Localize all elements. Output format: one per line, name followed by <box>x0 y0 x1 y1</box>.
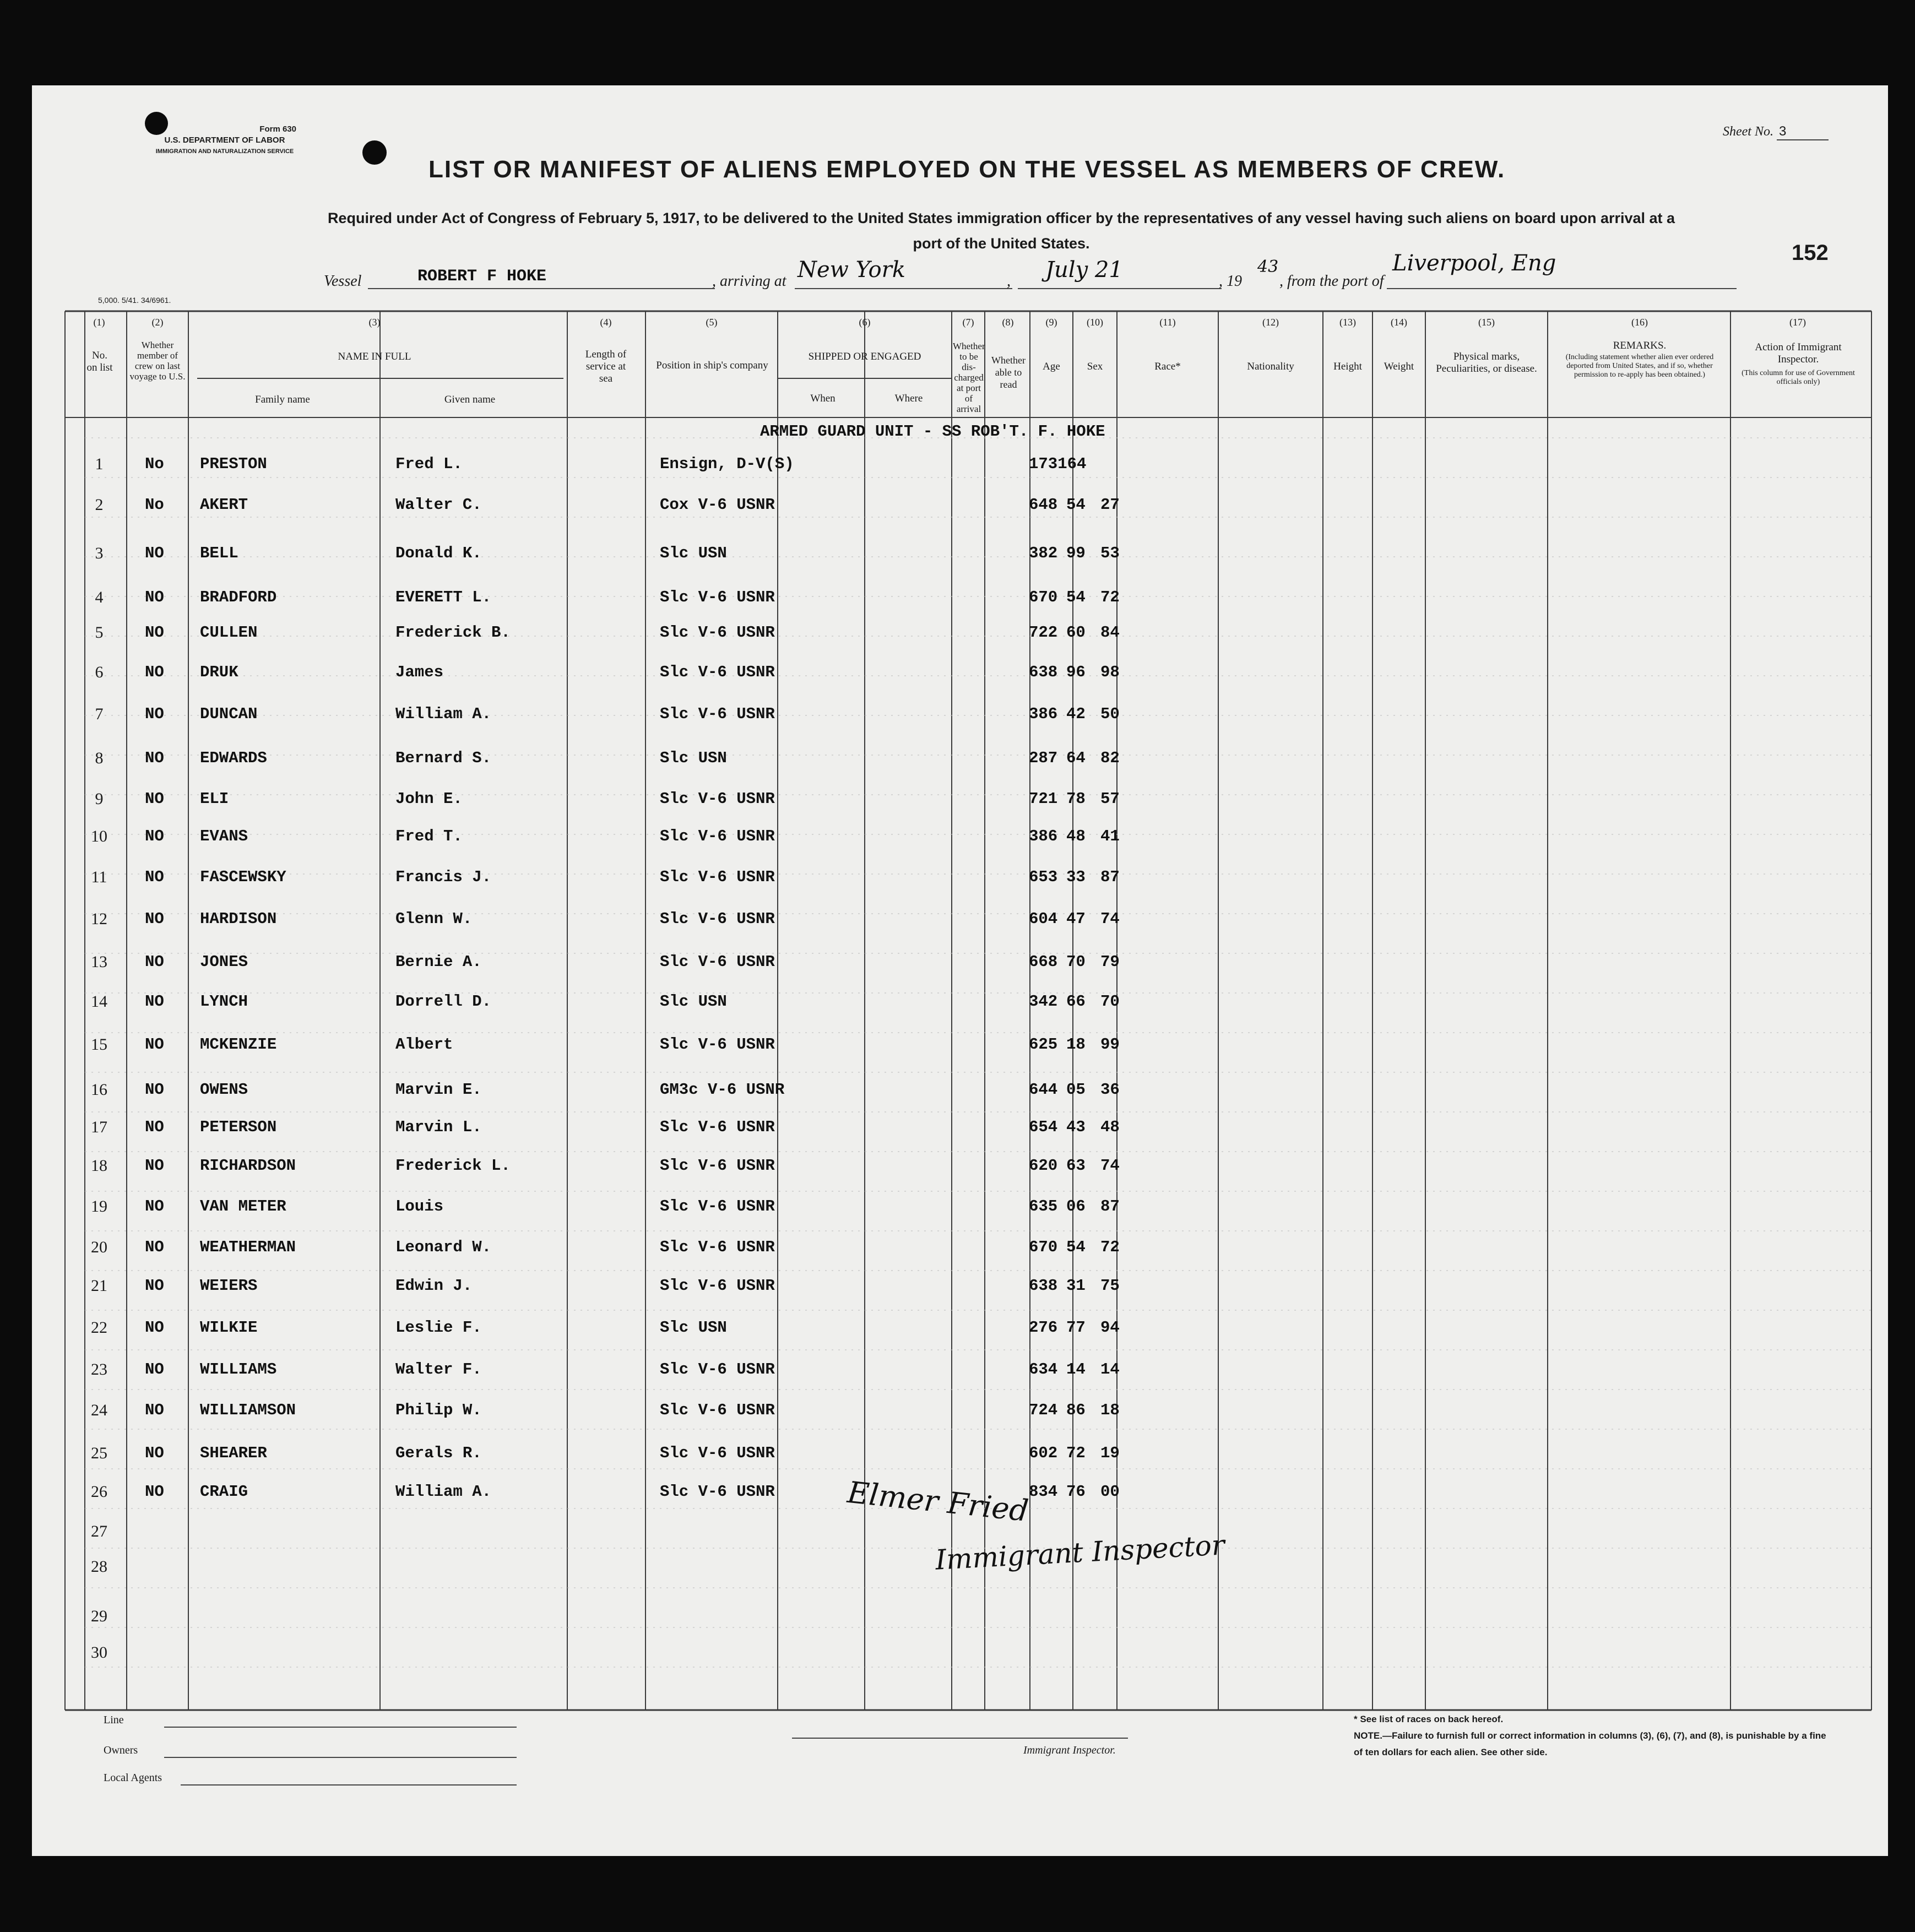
header-name-in-full: NAME IN FULL <box>338 351 411 362</box>
header-nationality: Nationality <box>1247 361 1294 372</box>
header-position: Position in ship's company <box>656 360 768 371</box>
age-cell: 72 <box>1066 1444 1086 1462</box>
family-name-cell: WEATHERMAN <box>200 1238 296 1256</box>
col-num: (15) <box>1478 317 1495 328</box>
able-to-read-cell: 654 <box>1029 1118 1058 1136</box>
arriving-port: New York <box>798 257 905 283</box>
col-num: (5) <box>706 317 718 328</box>
year-suffix: 43 <box>1257 257 1279 276</box>
family-name-cell: DRUK <box>200 663 238 681</box>
sex-cell: 99 <box>1100 1035 1120 1054</box>
header-when: When <box>810 393 836 404</box>
position-cell: Slc V-6 USNR <box>660 1035 775 1054</box>
age-cell: 48 <box>1066 827 1086 845</box>
able-to-read-cell: 276 <box>1029 1318 1058 1337</box>
col-num: (13) <box>1339 317 1356 328</box>
given-name-cell: Glenn W. <box>395 910 473 928</box>
header-weight: Weight <box>1384 361 1414 372</box>
col-num: (4) <box>600 317 612 328</box>
family-name-cell: CRAIG <box>200 1483 248 1501</box>
age-cell: 63 <box>1066 1157 1086 1175</box>
given-name-cell: Bernie A. <box>395 953 482 971</box>
row-number: 5 <box>95 623 104 642</box>
row-number: 12 <box>91 910 107 928</box>
position-cell: Slc V-6 USNR <box>660 1118 775 1136</box>
able-to-read-cell: 644 <box>1029 1081 1058 1099</box>
crew-member-value: NO <box>145 992 164 1011</box>
given-name-cell: Walter C. <box>395 496 482 514</box>
able-to-read-cell: 604 <box>1029 910 1058 928</box>
line-label: Line <box>104 1714 124 1726</box>
given-name-cell: Edwin J. <box>395 1277 473 1295</box>
row-number: 24 <box>91 1401 107 1419</box>
sex-cell: 87 <box>1100 1197 1120 1215</box>
given-name-cell: William A. <box>395 705 492 723</box>
family-name-cell: ELI <box>200 790 229 808</box>
crew-member-value: NO <box>145 868 164 886</box>
crew-member-value: NO <box>145 1081 164 1099</box>
crew-member-value: No <box>145 496 164 514</box>
crew-member-value: NO <box>145 705 164 723</box>
sex-cell: 27 <box>1100 496 1120 514</box>
crew-member-value: NO <box>145 1444 164 1462</box>
sex-cell: 70 <box>1100 992 1120 1011</box>
crew-member-value: NO <box>145 1401 164 1419</box>
col-num: (3) <box>368 317 381 328</box>
crew-member-value: NO <box>145 663 164 681</box>
given-name-cell: Frederick L. <box>395 1157 511 1175</box>
family-name-cell: LYNCH <box>200 992 248 1011</box>
header-crew-member: Whether member of crew on last voyage to U.S. <box>129 340 186 382</box>
inspector-signature-title: Immigrant Inspector <box>934 1529 1225 1576</box>
able-to-read-cell: 635 <box>1029 1197 1058 1215</box>
crew-member-value: NO <box>145 1483 164 1501</box>
owners-label: Owners <box>104 1744 138 1756</box>
position-cell: Slc V-6 USNR <box>660 1401 775 1419</box>
sheet-number-label: Sheet No. <box>1723 124 1773 139</box>
header-where: Where <box>894 393 923 404</box>
row-number: 10 <box>91 827 107 845</box>
header-given-name: Given name <box>444 394 496 405</box>
sex-cell: 50 <box>1100 705 1120 723</box>
crew-member-value: NO <box>145 749 164 767</box>
position-cell: Slc V-6 USNR <box>660 1444 775 1462</box>
crew-member-value: NO <box>145 623 164 642</box>
position-cell: Slc V-6 USNR <box>660 953 775 971</box>
local-agents-label: Local Agents <box>104 1772 162 1784</box>
local-agents-field <box>181 1784 517 1786</box>
crew-member-value: NO <box>145 827 164 845</box>
able-to-read-cell: 724 <box>1029 1401 1058 1419</box>
date-comma: , <box>1007 273 1011 290</box>
page-subtitle: Required under Act of Congress of February 5, 1917, to be delivered to the United States immigration officer by the representatives of any vessel having such aliens on board upon arrival at a port of the United States. <box>327 210 1675 252</box>
given-name-cell: Francis J. <box>395 868 492 886</box>
given-name-cell: Dorrell D. <box>395 992 492 1011</box>
sex-cell: 72 <box>1100 588 1120 606</box>
position-cell: Slc V-6 USNR <box>660 663 775 681</box>
line-field <box>164 1727 517 1728</box>
position-cell: Slc USN <box>660 992 727 1011</box>
able-to-read-cell: 386 <box>1029 705 1058 723</box>
immigrant-inspector-text: Immigrant Inspector. <box>1023 1744 1116 1756</box>
position-cell: Slc V-6 USNR <box>660 1157 775 1175</box>
position-cell: Slc V-6 USNR <box>660 588 775 606</box>
position-cell: Slc V-6 USNR <box>660 1197 775 1215</box>
row-number: 3 <box>95 544 104 562</box>
position-cell: Cox V-6 USNR <box>660 496 775 514</box>
given-name-cell: Fred L. <box>395 455 463 473</box>
family-name-cell: WILLIAMS <box>200 1360 277 1379</box>
header-race: Race* <box>1154 361 1181 372</box>
family-name-cell: PRESTON <box>200 455 267 473</box>
crew-member-value: NO <box>145 1035 164 1054</box>
row-number: 20 <box>91 1238 107 1256</box>
able-to-read-cell: 342 <box>1029 992 1058 1011</box>
crew-member-value: NO <box>145 1238 164 1256</box>
age-cell: 70 <box>1066 953 1086 971</box>
age-cell: 77 <box>1066 1318 1086 1337</box>
position-cell: Slc V-6 USNR <box>660 623 775 642</box>
sex-cell: 14 <box>1100 1360 1120 1379</box>
able-to-read-cell: 625 <box>1029 1035 1058 1054</box>
family-name-cell: OWENS <box>200 1081 248 1099</box>
row-number: 23 <box>91 1360 107 1379</box>
header-remarks: REMARKS. <box>1613 340 1667 351</box>
races-note: * See list of races on back hereof. <box>1354 1714 1504 1724</box>
crew-member-value: NO <box>145 588 164 606</box>
position-cell: GM3c V-6 USNR <box>660 1081 785 1099</box>
page-number: 152 <box>1792 241 1829 265</box>
col-num: (7) <box>962 317 974 328</box>
position-cell: Slc V-6 USNR <box>660 1238 775 1256</box>
sex-cell: 87 <box>1100 868 1120 886</box>
given-name-cell: Bernard S. <box>395 749 492 767</box>
row-number: 19 <box>91 1197 107 1215</box>
row-number: 22 <box>91 1318 107 1337</box>
able-to-read-cell: 382 <box>1029 544 1058 562</box>
given-name-cell: John E. <box>395 790 463 808</box>
family-name-cell: HARDISON <box>200 910 277 928</box>
header-length-service: Length of service at sea <box>585 349 627 384</box>
header-action: Action of Immigrant Inspector. <box>1755 341 1842 365</box>
row-number: 7 <box>95 705 104 723</box>
row-number: 28 <box>91 1557 107 1576</box>
family-name-cell: EVANS <box>200 827 248 845</box>
header-remarks-note: (Including statement whether alien ever ordered deported from United States, and if so, whether permission to re-apply has been obtained.) <box>1565 353 1714 379</box>
crew-member-value: NO <box>145 790 164 808</box>
crew-member-value: NO <box>145 910 164 928</box>
header-height: Height <box>1333 361 1362 372</box>
age-cell: 66 <box>1066 992 1086 1011</box>
position-cell: Slc USN <box>660 749 727 767</box>
family-name-cell: RICHARDSON <box>200 1157 296 1175</box>
able-to-read-cell: 653 <box>1029 868 1058 886</box>
row-number: 30 <box>91 1643 107 1662</box>
header-family-name: Family name <box>255 394 310 405</box>
sex-cell: 72 <box>1100 1238 1120 1256</box>
age-cell: 78 <box>1066 790 1086 808</box>
col-num: (17) <box>1789 317 1806 328</box>
given-name-cell: Frederick B. <box>395 623 511 642</box>
col-num: (14) <box>1391 317 1407 328</box>
row-number: 2 <box>95 496 104 514</box>
able-to-read-cell: 638 <box>1029 663 1058 681</box>
from-port: Liverpool, Eng <box>1392 251 1556 276</box>
position-cell: Ensign, D-V(S) <box>660 455 794 473</box>
row-number: 4 <box>95 588 104 606</box>
age-cell: 54 <box>1066 496 1086 514</box>
row-number: 25 <box>91 1444 107 1462</box>
sheet-number-value: 3 <box>1777 124 1829 140</box>
row-number: 15 <box>91 1035 107 1054</box>
age-cell: 33 <box>1066 868 1086 886</box>
given-name-cell: James <box>395 663 444 681</box>
row-number: 26 <box>91 1483 107 1501</box>
arriving-label: , arriving at <box>712 273 786 290</box>
year-prefix: , 19 <box>1219 273 1242 290</box>
sex-cell: 98 <box>1100 663 1120 681</box>
header-able-to-read: Whether able to read <box>991 355 1026 390</box>
col-num: (9) <box>1045 317 1057 328</box>
col-num: (6) <box>859 317 871 328</box>
given-name-cell: Albert <box>395 1035 453 1054</box>
owners-field <box>164 1757 517 1758</box>
age-cell: 18 <box>1066 1035 1086 1054</box>
age-cell: 54 <box>1066 1238 1086 1256</box>
col-num: (2) <box>151 317 164 328</box>
family-name-cell: AKERT <box>200 496 248 514</box>
position-cell: Slc V-6 USNR <box>660 705 775 723</box>
position-cell: Slc USN <box>660 1318 727 1337</box>
given-name-cell: Donald K. <box>395 544 482 562</box>
immigrant-inspector-label <box>1023 1744 1116 1757</box>
crew-member-value: NO <box>145 1157 164 1175</box>
given-name-cell: William A. <box>395 1483 492 1501</box>
sex-cell: 48 <box>1100 1118 1120 1136</box>
inspector-signature-line <box>792 1738 1128 1739</box>
crew-member-value: NO <box>145 1318 164 1337</box>
sex-cell: 84 <box>1100 623 1120 642</box>
col-num: (1) <box>93 317 105 328</box>
crew-member-value: NO <box>145 953 164 971</box>
vessel-name: ROBERT F HOKE <box>417 267 547 286</box>
age-cell: 42 <box>1066 705 1086 723</box>
row-number: 21 <box>91 1277 107 1295</box>
given-name-cell: Marvin E. <box>395 1081 482 1099</box>
able-to-read-cell: 670 <box>1029 588 1058 606</box>
given-name-cell: Fred T. <box>395 827 463 845</box>
able-to-read-cell: 173164 <box>1029 455 1087 473</box>
manifest-sheet <box>32 85 1888 1856</box>
crew-member-value: NO <box>145 1197 164 1215</box>
sex-cell: 57 <box>1100 790 1120 808</box>
family-name-cell: VAN METER <box>200 1197 286 1215</box>
family-name-cell: JONES <box>200 953 248 971</box>
sex-cell: 41 <box>1100 827 1120 845</box>
header-shipped-engaged: SHIPPED OR ENGAGED <box>808 351 921 362</box>
given-name-cell: Leonard W. <box>395 1238 492 1256</box>
given-name-cell: EVERETT L. <box>395 588 492 606</box>
col-num: (11) <box>1159 317 1176 328</box>
sex-cell: 75 <box>1100 1277 1120 1295</box>
sex-cell: 36 <box>1100 1081 1120 1099</box>
given-name-cell: Philip W. <box>395 1401 482 1419</box>
position-cell: Slc V-6 USNR <box>660 910 775 928</box>
family-name-cell: CULLEN <box>200 623 258 642</box>
position-cell: Slc V-6 USNR <box>660 1277 775 1295</box>
col-num: (8) <box>1002 317 1014 328</box>
family-name-cell: FASCEWSKY <box>200 868 286 886</box>
family-name-cell: WILKIE <box>200 1318 258 1337</box>
header-no-on-list: No. on list <box>86 350 113 373</box>
form-number: Form 630 <box>259 124 296 134</box>
row-number: 18 <box>91 1157 107 1175</box>
family-name-cell: DUNCAN <box>200 705 258 723</box>
family-name-cell: BELL <box>200 544 238 562</box>
position-cell: Slc V-6 USNR <box>660 1483 775 1501</box>
able-to-read-cell: 634 <box>1029 1360 1058 1379</box>
header-sex: Sex <box>1087 361 1103 372</box>
able-to-read-cell: 648 <box>1029 496 1058 514</box>
age-cell: 76 <box>1066 1483 1086 1501</box>
able-to-read-cell: 834 <box>1029 1483 1058 1501</box>
able-to-read-cell: 668 <box>1029 953 1058 971</box>
row-number: 16 <box>91 1081 107 1099</box>
row-number: 8 <box>95 749 104 767</box>
header-age: Age <box>1043 361 1060 372</box>
family-name-cell: BRADFORD <box>200 588 277 606</box>
row-number: 9 <box>95 790 104 808</box>
position-cell: Slc V-6 USNR <box>660 790 775 808</box>
crew-member-value: NO <box>145 1118 164 1136</box>
able-to-read-cell: 670 <box>1029 1238 1058 1256</box>
age-cell: 99 <box>1066 544 1086 562</box>
crew-member-value: NO <box>145 544 164 562</box>
col-num: (16) <box>1631 317 1648 328</box>
header-action-note: (This column for use of Government officials only) <box>1742 369 1855 386</box>
sex-cell: 74 <box>1100 910 1120 928</box>
sex-cell: 19 <box>1100 1444 1120 1462</box>
vessel-label: Vessel <box>324 273 362 290</box>
sex-cell: 00 <box>1100 1483 1120 1501</box>
unit-heading: ARMED GUARD UNIT - SS ROB'T. F. HOKE <box>760 422 1105 441</box>
header-physical-marks: Physical marks, Peculiarities, or disease. <box>1436 351 1537 375</box>
able-to-read-cell: 638 <box>1029 1277 1058 1295</box>
row-number: 29 <box>91 1607 107 1625</box>
print-code: 5,000. 5/41. 34/6961. <box>98 296 171 305</box>
position-cell: Slc USN <box>660 544 727 562</box>
able-to-read-cell: 386 <box>1029 827 1058 845</box>
crew-member-value: No <box>145 455 164 473</box>
sex-cell: 53 <box>1100 544 1120 562</box>
col-num: (10) <box>1087 317 1103 328</box>
age-cell: 86 <box>1066 1401 1086 1419</box>
age-cell: 54 <box>1066 588 1086 606</box>
age-cell: 14 <box>1066 1360 1086 1379</box>
able-to-read-cell: 721 <box>1029 790 1058 808</box>
able-to-read-cell: 722 <box>1029 623 1058 642</box>
service-name: IMMIGRATION AND NATURALIZATION SERVICE <box>155 148 294 155</box>
row-number: 11 <box>91 868 107 886</box>
given-name-cell: Gerals R. <box>395 1444 482 1462</box>
age-cell: 43 <box>1066 1118 1086 1136</box>
from-port-label: , from the port of <box>1279 273 1384 290</box>
position-cell: Slc V-6 USNR <box>660 1360 775 1379</box>
sex-cell: 79 <box>1100 953 1120 971</box>
row-number: 27 <box>91 1522 107 1540</box>
able-to-read-cell: 602 <box>1029 1444 1058 1462</box>
age-cell: 47 <box>1066 910 1086 928</box>
family-name-cell: SHEARER <box>200 1444 267 1462</box>
family-name-cell: PETERSON <box>200 1118 277 1136</box>
row-number: 13 <box>91 953 107 971</box>
sex-cell: 82 <box>1100 749 1120 767</box>
page-title: LIST OR MANIFEST OF ALIENS EMPLOYED ON THE VESSEL AS MEMBERS OF CREW. <box>428 156 1506 183</box>
sex-cell: 18 <box>1100 1401 1120 1419</box>
able-to-read-cell: 620 <box>1029 1157 1058 1175</box>
given-name-cell: Leslie F. <box>395 1318 482 1337</box>
given-name-cell: Marvin L. <box>395 1118 482 1136</box>
penalty-note: NOTE.—Failure to furnish full or correct information in columns (3), (6), (7), and (8), is punishable by a fine of ten dollars for each alien. See other side. <box>1354 1730 1826 1757</box>
row-number: 6 <box>95 663 104 681</box>
header-discharged: Whether to be dis-charged at port of arrival <box>953 341 985 414</box>
sex-cell: 94 <box>1100 1318 1120 1337</box>
able-to-read-cell: 287 <box>1029 749 1058 767</box>
arrival-date: July 21 <box>1045 257 1123 283</box>
sex-cell: 74 <box>1100 1157 1120 1175</box>
family-name-cell: WEIERS <box>200 1277 258 1295</box>
position-cell: Slc V-6 USNR <box>660 827 775 845</box>
family-name-cell: EDWARDS <box>200 749 267 767</box>
crew-member-value: NO <box>145 1277 164 1295</box>
department-name: U.S. DEPARTMENT OF LABOR <box>164 135 285 145</box>
age-cell: 31 <box>1066 1277 1086 1295</box>
given-name-cell: Louis <box>395 1197 444 1215</box>
family-name-cell: MCKENZIE <box>200 1035 277 1054</box>
col-num: (12) <box>1262 317 1279 328</box>
row-number: 14 <box>91 992 107 1011</box>
given-name-cell: Walter F. <box>395 1360 482 1379</box>
age-cell: 60 <box>1066 623 1086 642</box>
age-cell: 96 <box>1066 663 1086 681</box>
family-name-cell: WILLIAMSON <box>200 1401 296 1419</box>
inspector-signature-name: Elmer Fried <box>845 1474 1030 1529</box>
position-cell: Slc V-6 USNR <box>660 868 775 886</box>
crew-member-value: NO <box>145 1360 164 1379</box>
age-cell: 06 <box>1066 1197 1086 1215</box>
row-number: 1 <box>95 455 104 473</box>
age-cell: 64 <box>1066 749 1086 767</box>
row-number: 17 <box>91 1118 107 1136</box>
age-cell: 05 <box>1066 1081 1086 1099</box>
